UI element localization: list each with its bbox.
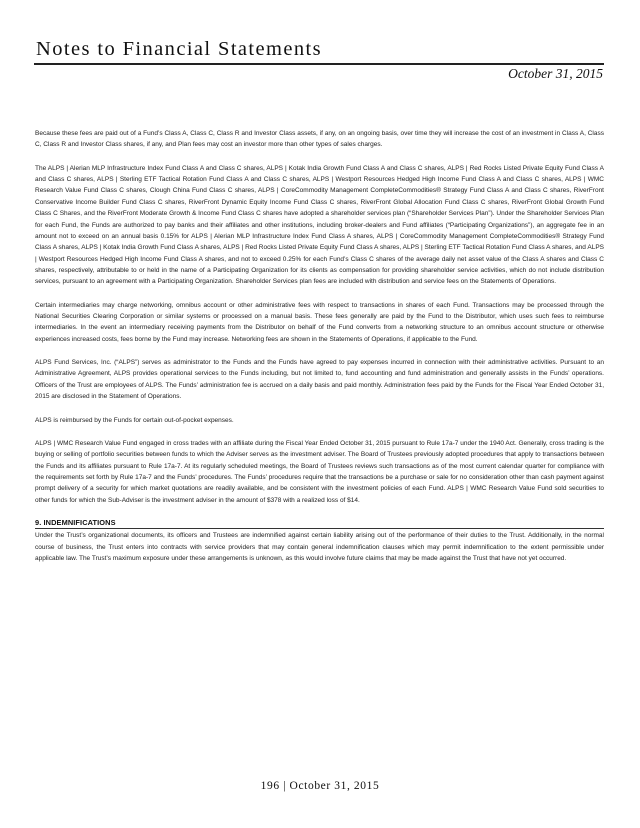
paragraph-sales-charges: Because these fees are paid out of a Fund’s Class A, Class C, Class R and Investor Class assets, if any, on an ongoing basis, over time they will increase the cost of an investment in Class A, Class C, Class R and Investor Class shares, if any, and Plan fees may cost an investor more than other types of sales charges. — [35, 130, 604, 149]
body-text — [35, 128, 604, 576]
paragraph-shareholder-services-plan: The ALPS | Alerian MLP Infrastructure Index Fund Class A and Class C shares, ALPS | Kotak India Growth Fund Class A and Class C shares, ALPS | Red Rocks Listed Private Equity Fund Class A and Class C shares, ALPS | Sterling ETF Tactical Rotation Fund Class A and Class C shares, ALPS | Westport Resources Hedged High Income Fund Class A and Class C shares, ALPS | WMC Research Value Fund Class C shares, Clough China Fund Class C shares, ALPS | CoreCommodity Management CompleteCommodities® Strategy Fund Class A and Class C shares, RiverFront Conservative Income Builder Fund Class C shares, RiverFront Dynamic Equity Income Fund Class C shares, RiverFront Global Allocation Fund Class C shares, RiverFront Global Growth Fund Class C Shares, and the RiverFront Moderate Growth & Income Fund Class C shares have adopted a shareholder services plan (“Shareholder Services Plan”). Under the Shareholder Services Plan for each Fund, the Funds are authorized to pay banks and their affiliates and other institutions, including broker-dealers and Fund affiliates (“Participating Organizations”), an aggregate fee in an amount not to exceed on an annual basis 0.15% for ALPS | Alerian MLP Infrastructure Index Fund Class A shares, ALPS | CoreCommodity Management CompleteCommodities® Strategy Fund Class A shares, ALPS | Kotak India Growth Fund Class A shares, ALPS | Red Rocks Listed Private Equity Fund Class A shares, ALPS | Sterling ETF Tactical Rotation Fund Class A shares, and ALPS | Westport Resources Hedged High Income Fund Class A shares, and not to exceed 0.25% for each Fund’s Class C shares of the average daily net asset value of the Class A shares and Class C shares, respectively, attributable to or held in the name of a Participating Organization for its clients as compensation for providing shareholder service activities, which do not include distribution services, pursuant to an agreement with a Participating Organization. Shareholder Services plan fees are included with distribution and service fees on the Statements of Operations. — [35, 164, 604, 286]
page-title: Notes to Financial Statements — [36, 38, 322, 60]
paragraph-cross-trades: ALPS | WMC Research Value Fund engaged in cross trades with an affiliate during the Fiscal Year Ended October 31, 2015 pursuant to Rule 17a-7 under the 1940 Act. Generally, cross trading is the buying or selling of portfolio securities between funds to which the Adviser serves as the investment adviser. The Board of Trustees previously adopted procedures that apply to transactions between the Funds and its affiliates pursuant to Rule 17a-7. At its regularly scheduled meetings, the Board of Trustees reviews such transactions as of the most current calendar quarter for compliance with the requirements set forth by Rule 17a-7 and the Funds’ procedures. The Funds’ procedures require that the transactions be a purchase or sale for no consideration other than cash payment against prompt delivery of a security for which market quotations are readily available, and be consistent with the investment policies of each Fund. ALPS | WMC Research Value Fund sold securities to other funds for which the Sub-Adviser is the investment adviser in the amount of $378 with a realized loss of $14. — [35, 440, 604, 504]
paragraph-networking-fees: Certain intermediaries may charge networking, omnibus account or other administrative fees with respect to transactions in shares of each Fund. Transactions may be processed through the National Securities Clearing Corporation or similar systems or processed on a manual basis. These fees generally are paid by the Fund to the Distributor, which uses such fees to reimburse intermediaries. In the event an intermediary receiving payments from the Distributor on behalf of the Fund converts from a networking structure to an omnibus account structure or otherwise experiences increased costs, fees borne by the Fund may increase. Networking fees are shown in the Statements of Operations, if applicable to the Fund. — [35, 301, 604, 343]
title-divider — [34, 63, 604, 65]
paragraph-out-of-pocket: ALPS is reimbursed by the Funds for certain out-of-pocket expenses. — [35, 416, 234, 424]
report-date: October 31, 2015 — [508, 66, 603, 81]
section-heading-indemnifications: 9. INDEMNIFICATIONS — [35, 518, 116, 528]
section-divider — [35, 528, 604, 529]
page-footer: 196 | October 31, 2015 — [260, 780, 380, 792]
paragraph-indemnifications: Under the Trust’s organizational documents, its officers and Trustees are indemnified against certain liability arising out of the performance of their duties to the Trust. Additionally, in the normal course of business, the Trust enters into contracts with service providers that may contain general indemnification clauses which may permit indemnification to the extent permissible under applicable law. The Trust’s maximum exposure under these arrangements is unknown, as this would involve future claims that may be made against the Trust that have not yet occurred. — [35, 532, 604, 562]
paragraph-administrator: ALPS Fund Services, Inc. (“ALPS”) serves as administrator to the Funds and the Funds have agreed to pay expenses incurred in connection with their administrative activities. Pursuant to an Administrative Agreement, ALPS provides operational services to the Funds including, but not limited to, fund accounting and fund administration and generally assists in the Funds’ operations. Officers of the Trust are employees of ALPS. The Funds’ administration fee is accrued on a daily basis and paid monthly. Administration fees paid by the Funds for the Fiscal Year Ended October 31, 2015 are disclosed in the Statement of Operations. — [35, 359, 604, 401]
